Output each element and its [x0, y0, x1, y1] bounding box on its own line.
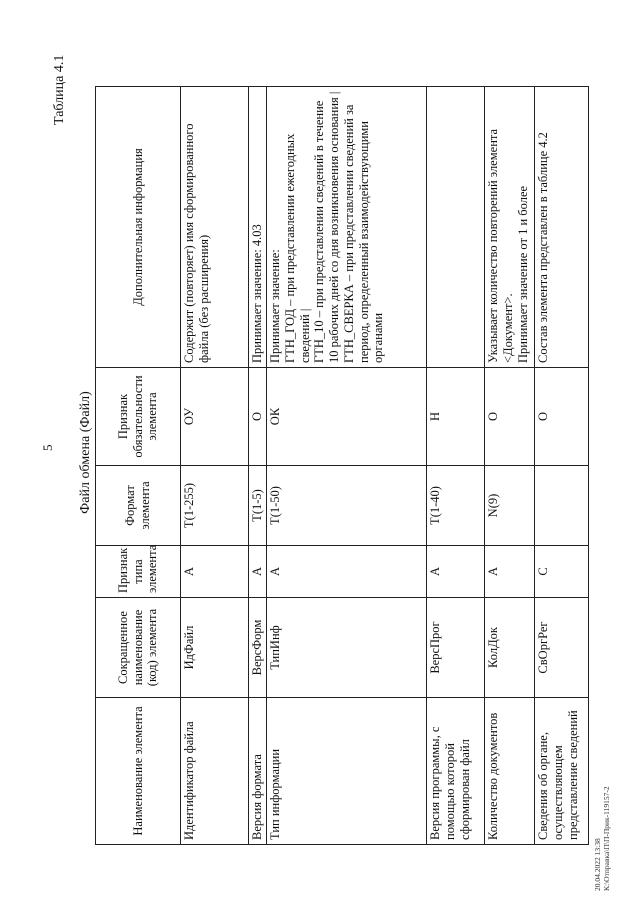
element-name: Тип информации	[267, 698, 427, 845]
element-format: N(9)	[485, 466, 535, 546]
element-info: Принимает значение: ГТН_ГОД – при представлении ежегодных сведений | ГТН_10 – при представлении сведений в течение 10 рабочих дней со дня возникновения основания | ГТН_СВЕРКА – при представлении сведений за период, определенный взаимодействующими органами	[267, 87, 427, 368]
table-row	[267, 87, 427, 845]
element-format: Т(1-50)	[267, 466, 427, 546]
element-code: ВерсФорм	[249, 598, 267, 698]
element-code: ВерсПрог	[427, 598, 485, 698]
element-code: КолДок	[485, 598, 535, 698]
table-row	[249, 87, 267, 845]
table-row	[181, 87, 249, 845]
element-code: ИдФайл	[181, 598, 249, 698]
table-label: Таблица 4.1	[52, 54, 67, 125]
page-number: 5	[40, 444, 55, 451]
table-caption: Файл обмена (Файл)	[78, 391, 93, 514]
element-type: С	[535, 546, 589, 598]
column-header: Формат элемента	[96, 466, 181, 546]
element-name: Количество документов	[485, 698, 535, 845]
element-requirement: ОК	[267, 368, 427, 466]
table-header-row	[96, 87, 181, 845]
element-info: Принимает значение: 4.03	[249, 87, 267, 368]
table-row	[485, 87, 535, 845]
element-name: Сведения об органе, осуществляющем представление сведений	[535, 698, 589, 845]
document-stamp	[593, 786, 612, 891]
element-name: Версия формата	[249, 698, 267, 845]
column-header: Признак обязательности элемента	[96, 368, 181, 466]
column-header: Наименование элемента	[96, 698, 181, 845]
element-name: Идентификатор файла	[181, 698, 249, 845]
table-row	[535, 87, 589, 845]
element-format: Т(1-255)	[181, 466, 249, 546]
element-info: Содержит (повторяет) имя сформированного файла (без расширения)	[181, 87, 249, 368]
column-header: Сокращенное наименование (код) элемента	[96, 598, 181, 698]
exchange-file-table	[95, 86, 589, 845]
element-requirement: О	[485, 368, 535, 466]
element-code: СвОргРег	[535, 598, 589, 698]
element-info: Состав элемента представлен в таблице 4.2	[535, 87, 589, 368]
element-info: Указывает количество повторений элемента <Документ>. Принимает значение от 1 и более	[485, 87, 535, 368]
element-type: А	[249, 546, 267, 598]
stamp-path: К:\Отправка\П\П-Прик-119157-2	[602, 786, 612, 891]
element-type: А	[181, 546, 249, 598]
element-type: А	[267, 546, 427, 598]
element-requirement: О	[535, 368, 589, 466]
element-format: Т(1-40)	[427, 466, 485, 546]
element-code: ТипИнф	[267, 598, 427, 698]
column-header: Признак типа элемента	[96, 546, 181, 598]
element-requirement: Н	[427, 368, 485, 466]
table-row	[427, 87, 485, 845]
element-type: А	[427, 546, 485, 598]
stamp-date: 20.04.2022 13:38	[593, 838, 602, 891]
element-info	[427, 87, 485, 368]
element-requirement: ОУ	[181, 368, 249, 466]
element-format	[535, 466, 589, 546]
element-requirement: О	[249, 368, 267, 466]
column-header: Дополнительная информация	[96, 87, 181, 368]
element-type: А	[485, 546, 535, 598]
element-name: Версия программы, с помощью которой сформирован файл	[427, 698, 485, 845]
element-format: Т(1-5)	[249, 466, 267, 546]
